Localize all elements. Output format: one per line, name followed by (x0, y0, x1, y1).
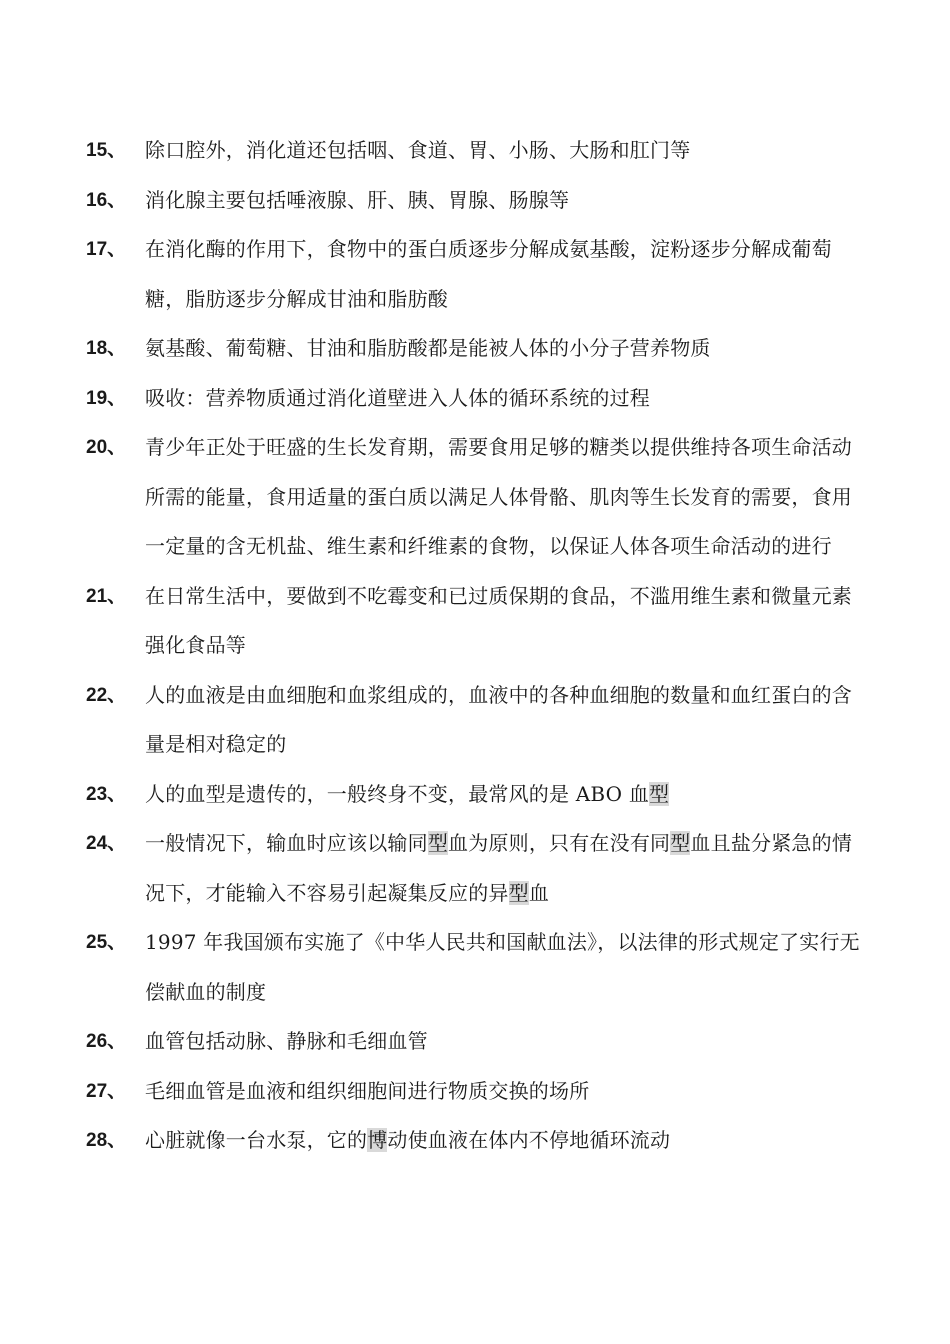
list-item (0, 225, 950, 324)
item-text: 青少年正处于旺盛的生长发育期，需要食用足够的糖类以提供维持各项生命活动所需的能量，食用适量的蛋白质以满足人体骨骼、肌肉等生长发育的需要，食用一定量的含无机盐、维生素和纤维素的食物，以保证人体各项生命活动的进行 (145, 435, 852, 558)
text-segment: 人的血型是遗传的，一般终身不变，最常风的是 ABO 血 (145, 781, 650, 806)
list-item (0, 770, 950, 820)
list-item (0, 572, 950, 671)
text-segment: 血 (528, 880, 550, 905)
item-text: 氨基酸、葡萄糖、甘油和脂肪酸都是能被人体的小分子营养物质 (145, 336, 711, 360)
highlighted-char: 型 (508, 880, 529, 905)
item-text (145, 819, 865, 918)
item-number: 20、 (86, 437, 127, 458)
list-item (0, 1116, 950, 1166)
list-item (0, 671, 950, 770)
item-text: 消化腺主要包括唾液腺、肝、胰、胃腺、肠腺等 (145, 187, 570, 212)
item-number: 22、 (86, 684, 127, 706)
item-number: 27、 (86, 1080, 127, 1102)
list-item (0, 374, 950, 424)
list-item (0, 1067, 950, 1117)
item-text (145, 1116, 865, 1166)
item-number: 24、 (86, 833, 127, 854)
item-text: 人的血液是由血细胞和血浆组成的，血液中的各种血细胞的数量和血红蛋白的含量是相对稳定的 (145, 682, 852, 756)
list-item (0, 1017, 950, 1067)
item-text: 血管包括动脉、静脉和毛细血管 (145, 1029, 428, 1053)
item-number: 26、 (86, 1031, 127, 1052)
item-number: 21、 (86, 585, 127, 607)
list-item (0, 324, 950, 374)
highlighted-char: 型 (670, 831, 691, 855)
item-number: 28、 (86, 1130, 127, 1151)
text-segment: 一般情况下，输血时应该以输同 (145, 831, 428, 855)
highlighted-char: 型 (427, 831, 449, 855)
highlighted-char: 型 (649, 781, 670, 806)
item-text: 1997 年我国颁布实施了《中华人民共和国献血法》，以法律的形式规定了实行无偿献血的制度 (145, 930, 860, 1004)
item-number: 23、 (86, 783, 127, 805)
list-item (0, 176, 950, 226)
text-segment: 血为原则，只有在没有同 (448, 831, 671, 855)
item-number: 25、 (86, 932, 127, 953)
item-number: 15、 (86, 140, 127, 161)
numbered-list (0, 126, 950, 1166)
item-text: 除口腔外，消化道还包括咽、食道、胃、小肠、大肠和肛门等 (145, 138, 691, 162)
item-number: 18、 (86, 338, 127, 359)
text-segment: 血且盐分紧急的情况下，才能输入不容易引起凝集反应的异 (145, 831, 853, 905)
highlighted-char: 博 (367, 1128, 388, 1152)
item-text: 在消化酶的作用下，食物中的蛋白质逐步分解成氨基酸，淀粉逐步分解成葡萄糖，脂肪逐步分解成甘油和脂肪酸 (145, 237, 832, 311)
item-number: 17、 (86, 239, 127, 260)
item-text: 吸收：营养物质通过消化道壁进入人体的循环系统的过程 (145, 385, 650, 410)
item-text: 毛细血管是血液和组织细胞间进行物质交换的场所 (145, 1078, 590, 1103)
item-number: 16、 (86, 189, 127, 211)
list-item (0, 126, 950, 176)
text-segment: 动使血液在体内不停地循环流动 (387, 1128, 671, 1152)
list-item (0, 423, 950, 572)
text-segment: 心脏就像一台水泵，它的 (145, 1128, 368, 1152)
list-item (0, 819, 950, 918)
item-text: 在日常生活中，要做到不吃霉变和已过质保期的食品，不滥用维生素和微量元素强化食品等 (145, 583, 852, 657)
list-item (0, 918, 950, 1017)
item-text (145, 770, 865, 820)
item-number: 19、 (86, 387, 127, 409)
